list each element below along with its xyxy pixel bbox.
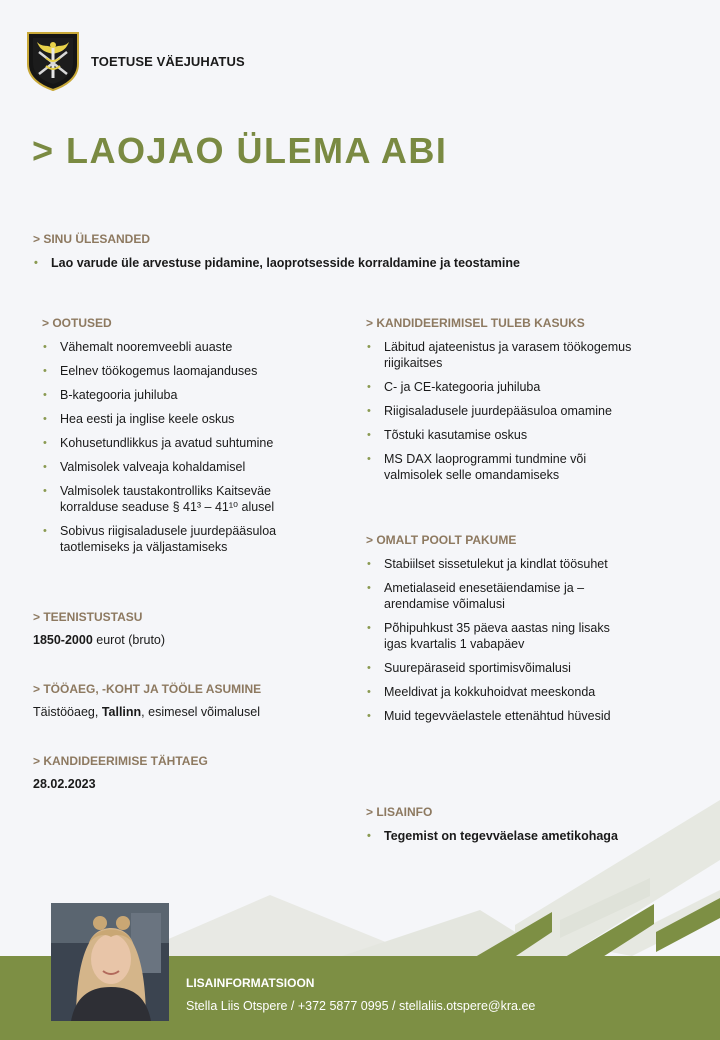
list-item: • Ametialaseid enesetäiendamise ja –arendamise võimalusi [366,580,636,612]
list-item: • Sobivus riigisaladusele juurdepääsuloa taotlemiseks ja väljastamiseks [42,523,302,555]
extra-heading: > LISAINFO [366,805,433,819]
salary-heading: > TEENISTUSTASU [33,610,143,624]
list-item: • Tegemist on tegevväelase ametikohaga [366,828,666,844]
list-item: • Riigisaladusele juurdepääsuloa omamine [366,403,636,419]
expectations-list [42,339,302,563]
list-item: • Meeldivat ja kokkuhoidvat meeskonda [366,684,636,700]
salary-text [33,633,165,647]
list-item: • Muid tegevväelastele ettenähtud hüvesid [366,708,636,724]
footer-heading: LISAINFORMATSIOON [186,976,315,990]
list-item: • Suurepäraseid sportimisvõimalusi [366,660,636,676]
deadline-date: 28.02.2023 [33,777,96,791]
list-item: • Tõstuki kasutamise oskus [366,427,636,443]
org-name: TOETUSE VÄEJUHATUS [91,54,245,69]
list-item: • Valmisolek valveaja kohaldamisel [42,459,302,475]
list-item: • MS DAX laoprogrammi tundmine või valmisolek selle omandamiseks [366,451,636,483]
list-item: • Stabiilset sissetulekut ja kindlat töösuhet [366,556,636,572]
page-title: > LAOJAO ÜLEMA ABI [32,130,448,171]
expectations-heading: > OOTUSED [42,316,112,330]
tasks-list [33,255,683,279]
list-item: • Kohusetundlikkus ja avatud suhtumine [42,435,302,451]
worktime-suffix: , esimesel võimalusel [141,705,260,719]
offer-heading: > OMALT POOLT PAKUME [366,533,517,547]
list-item: • B-kategooria juhiluba [42,387,302,403]
advantages-list [366,339,636,491]
list-item: • Hea eesti ja inglise keele oskus [42,411,302,427]
worktime-heading: > TÖÖAEG, -KOHT JA TÖÖLE ASUMINE [33,682,262,696]
list-item: • Põhipuhkust 35 päeva aastas ning lisaks igas kvartalis 1 vabapäev [366,620,636,652]
list-item: • Läbitud ajateenistus ja varasem töökogemus riigikaitses [366,339,636,371]
deadline-heading: > KANDIDEERIMISE TÄHTAEG [33,754,208,768]
list-item: • C- ja CE-kategooria juhiluba [366,379,636,395]
list-item: • Eelnev töökogemus laomajanduses [42,363,302,379]
worktime-city: Tallinn [101,705,142,719]
salary-amount: 1850-2000 [33,633,93,647]
org-logo [25,30,81,92]
list-item: • Vähemalt nooremveebli auaste [42,339,302,355]
offer-list [366,556,636,732]
footer-contact: Stella Liis Otspere / +372 5877 0995 / stellaliis.otspere@kra.ee [186,999,536,1013]
tasks-heading: > SINU ÜLESANDED [33,232,151,246]
worktime-text [33,705,260,719]
list-item: • Valmisolek taustakontrolliks Kaitseväe korralduse seaduse § 41³ – 41¹⁰ alusel [42,483,302,515]
list-item: • Lao varude üle arvestuse pidamine, laoprotsesside korraldamine ja teostamine [33,255,683,271]
advantages-heading: > KANDIDEERIMISEL TULEB KASUKS [366,316,585,330]
salary-unit: eurot (bruto) [96,633,166,647]
contact-photo [51,903,169,1021]
worktime-prefix: Täistööaeg, [33,705,99,719]
